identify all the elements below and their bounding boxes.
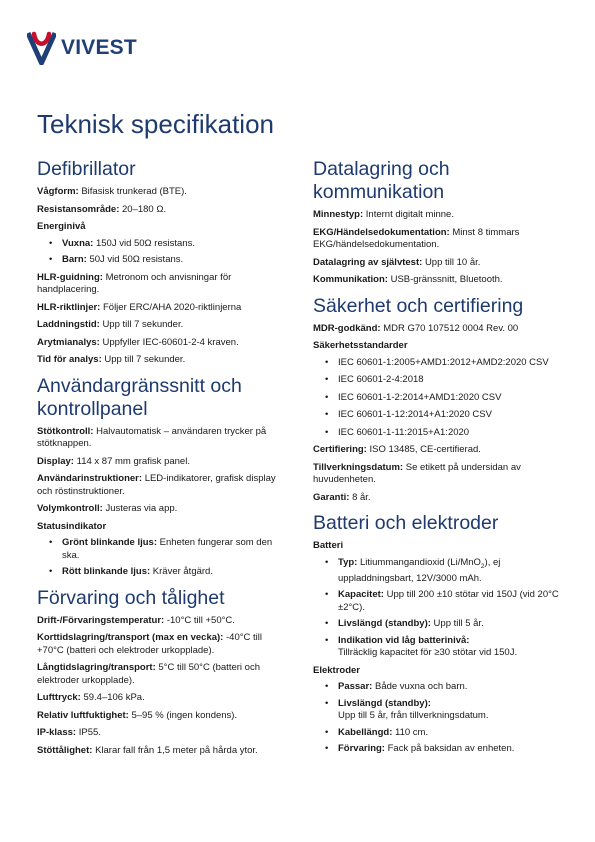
- sub-heading: Elektroder: [313, 664, 360, 676]
- spec-line: Kommunikation: USB-gränssnitt, Bluetooth.: [313, 274, 503, 285]
- list-item: • Passar: Både vuxna och barn.: [313, 681, 563, 694]
- page-title: Teknisk specifikation: [37, 109, 274, 139]
- spec-line: Tid för analys: Upp till 7 sekunder.: [37, 354, 186, 365]
- spec-line: Vågform: Bifasisk trunkerad (BTE).: [37, 186, 187, 197]
- spec-line: Stöttålighet: Klarar fall från 1,5 meter på hårda ytor.: [37, 744, 258, 756]
- section-heading: Förvaring och tålighet: [37, 586, 225, 609]
- brand-logo: [27, 31, 137, 65]
- sub-heading: Säkerhetsstandarder: [313, 340, 408, 351]
- spec-line: MDR-godkänd: MDR G70 107512 0004 Rev. 00: [313, 322, 519, 334]
- list-item: • IEC 60601-2-4:2018: [313, 374, 563, 387]
- electrode-list: [313, 681, 563, 756]
- list-item: • Grönt blinkande ljus: Enheten fungerar som den ska.: [37, 537, 282, 562]
- spec-line: IP-klass: IP55.: [37, 727, 101, 738]
- list-item: • Rött blinkande ljus: Kräver åtgärd.: [37, 566, 282, 579]
- section-heading: Defibrillator: [37, 158, 136, 180]
- section-safety: [313, 295, 563, 505]
- spec-line: Relativ luftfuktighet: 5–95 % (ingen kondens).: [37, 709, 238, 721]
- list-item: • Vuxna: 150J vid 50Ω resistans.: [37, 238, 282, 251]
- section-heading: Användargränssnitt och kontrollpanel: [37, 374, 242, 420]
- spec-line: Resistansområde: 20–180 Ω.: [37, 203, 167, 215]
- section-storage: [37, 587, 282, 758]
- energy-list: [37, 238, 282, 267]
- brand-name: VIVEST: [61, 36, 137, 59]
- spec-line: Drift-/Förvaringstemperatur: -10°C till +50°C.: [37, 614, 235, 626]
- section-data-storage: [313, 158, 563, 287]
- right-column: [313, 158, 563, 764]
- list-item: • Livslängd (standby): Upp till 5 år, från tillverkningsdatum.: [313, 698, 563, 723]
- spec-line: Användarinstruktioner: LED-indikatorer, grafisk display och röstinstruktioner.: [37, 473, 276, 497]
- list-item: • Kabellängd: 110 cm.: [313, 727, 563, 740]
- section-heading: Batteri och elektroder: [313, 512, 499, 534]
- spec-line: Långtidslagring/transport: 5°C till 50°C (batteri och elektroder urkopplade).: [37, 662, 260, 686]
- left-column: [37, 158, 282, 765]
- spec-line: Laddningstid: Upp till 7 sekunder.: [37, 319, 184, 330]
- standards-list: [313, 357, 563, 440]
- section-battery: [313, 512, 563, 756]
- section-heading: Datalagring och kommunikation: [313, 158, 450, 203]
- spec-line: Datalagring av självtest: Upp till 10 år.: [313, 256, 481, 268]
- spec-line: Tillverkningsdatum: Se etikett på undersidan av huvudenheten.: [313, 461, 521, 485]
- sub-heading: Energinivå: [37, 221, 86, 232]
- section-user-interface: [37, 375, 282, 579]
- spec-line: Display: 114 x 87 mm grafisk panel.: [37, 455, 190, 467]
- list-item: • IEC 60601-1:2005+AMD1:2012+AMD2:2020 CSV: [313, 357, 563, 370]
- list-item: • Barn: 50J vid 50Ω resistans.: [37, 254, 282, 267]
- list-item: • IEC 60601-1-11:2015+A1:2020: [313, 427, 563, 440]
- spec-line: Volymkontroll: Justeras via app.: [37, 503, 178, 514]
- list-item: • Livslängd (standby): Upp till 5 år.: [313, 618, 563, 631]
- list-item: • IEC 60601-1-2:2014+AMD1:2020 CSV: [313, 392, 563, 405]
- spec-line: HLR-guidning: Metronom och anvisningar för handplacering.: [37, 271, 232, 295]
- section-defibrillator: [37, 158, 282, 367]
- spec-line: Lufttryck: 59.4–106 kPa.: [37, 692, 145, 703]
- spec-line: EKG/Händelsedokumentation: Minst 8 timmars EKG/händelsedokumentation.: [313, 226, 520, 250]
- status-list: [37, 537, 282, 579]
- spec-line: Minnestyp: Internt digitalt minne.: [313, 209, 454, 220]
- spec-line: Stötkontroll: Halvautomatisk – användaren trycker på stötknappen.: [37, 425, 267, 449]
- spec-line: Korttidslagring/transport (max en vecka): -40°C till +70°C (batteri och elektroder urkopplade).: [37, 632, 263, 656]
- sub-heading: Statusindikator: [37, 520, 107, 532]
- spec-line: HLR-riktlinjer: Följer ERC/AHA 2020-riktlinjerna: [37, 301, 242, 313]
- list-item: • Kapacitet: Upp till 200 ±10 stötar vid 150J (vid 20°C ±2°C).: [313, 589, 563, 614]
- sub-heading: Batteri: [313, 540, 344, 551]
- list-item: • Indikation vid låg batterinivå: Tillräcklig kapacitet för ≥30 stötar vid 150J.: [313, 635, 563, 660]
- section-heading: Säkerhet och certifiering: [313, 294, 524, 317]
- battery-list: [313, 557, 563, 660]
- spec-line: Garanti: 8 år.: [313, 491, 371, 503]
- spec-line: Certifiering: ISO 13485, CE-certifierad.: [313, 444, 481, 455]
- list-item: • IEC 60601-1-12:2014+A1:2020 CSV: [313, 409, 563, 422]
- list-item: • Förvaring: Fack på baksidan av enheten.: [313, 743, 563, 756]
- spec-line: Arytmianalys: Uppfyller IEC-60601-2-4 kraven.: [37, 336, 239, 348]
- list-item: • Typ: Litiummangandioxid (Li/MnO$_2$), ej uppladdningsbart, 12V/3000 mAh.: [313, 557, 563, 586]
- vivest-logo-icon: [27, 31, 56, 65]
